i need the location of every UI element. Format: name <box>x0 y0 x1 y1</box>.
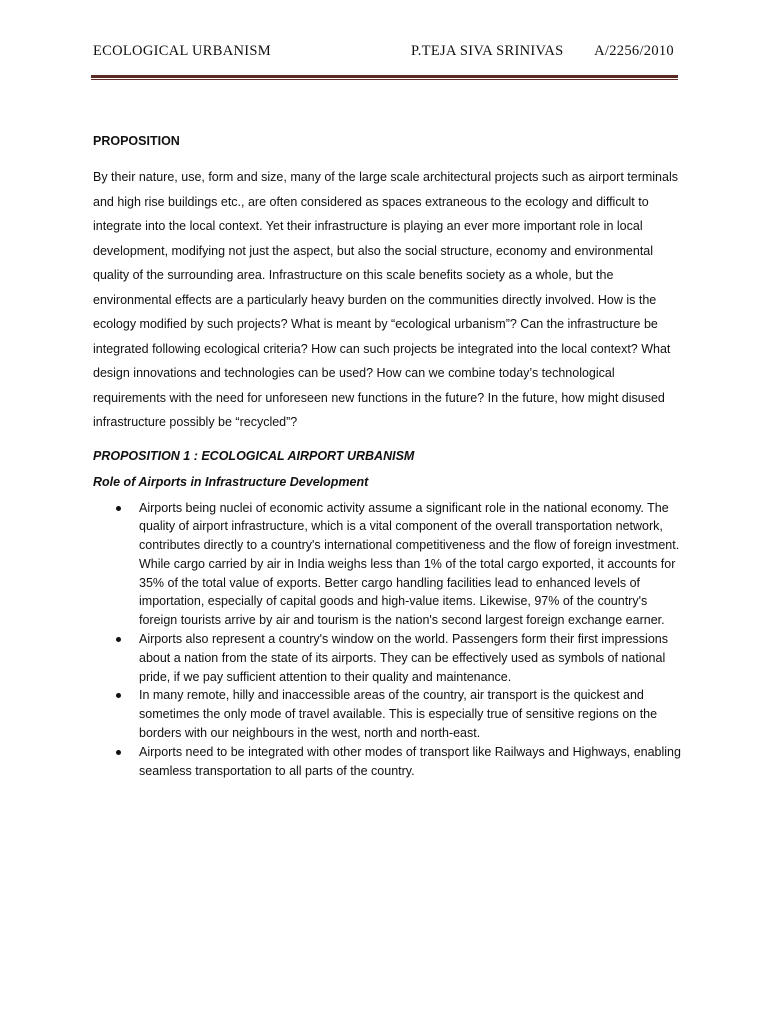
bullet-list <box>93 499 681 781</box>
header-author-name: P.TEJA SIVA SRINIVAS <box>411 43 564 59</box>
list-item-text: Airports being nuclei of economic activity assume a significant role in the national economy. The quality of airport infrastructure, which is a vital component of the overall transportation network, contributes directly to a country's international competitiveness and the flow of foreign investment. While cargo carried by air in India weighs less than 1% of the total cargo exported, it accounts for 35% of the total value of exports. Better cargo handling facilities lead to enhanced levels of importation, especially of capital goods and high-value items. Likewise, 97% of the country's foreign tourists arrive by air and tourism is the nation's second largest foreign exchange earner. <box>139 500 680 628</box>
bullet-icon <box>116 506 121 511</box>
header-course-title: ECOLOGICAL URBANISM <box>93 43 271 59</box>
bullet-icon <box>116 693 121 698</box>
list-item-text: In many remote, hilly and inaccessible areas of the country, air transport is the quickest and sometimes the only mode of travel available. This is especially true of sensitive regions on the borders with our neighbours in the west, north and north-east. <box>139 688 658 741</box>
bullet-icon <box>116 750 121 755</box>
proposition-paragraph: By their nature, use, form and size, many of the large scale architectural projects such as airport terminals and high rise buildings etc., are often considered as spaces extraneous to the ecology and difficult to integrate into the local context. Yet their infrastructure is playing an ever more important role in local development, modifying not just the aspect, but also the social structure, economy and environmental quality of the surrounding area. Infrastructure on this scale benefits society as a whole, but the environmental effects are a particularly heavy burden on the communities directly involved. How is the ecology modified by such projects? What is meant by “ecological urbanism”? Can the infrastructure be integrated following ecological criteria? How can such projects be integrated into the local context? What design innovations and technologies can be used? How can we combine today’s technological requirements with the need for unforeseen new functions in the future? In the future, how might disused infrastructure possibly be “recycled”? <box>93 170 678 429</box>
list-item <box>93 499 681 631</box>
list-item-text: Airports need to be integrated with other modes of transport like Railways and Highways, enabling seamless transportation to all parts of the country. <box>139 744 681 778</box>
page-header <box>93 43 676 65</box>
list-item <box>93 743 681 781</box>
bullet-icon <box>116 637 121 642</box>
header-rule-thin <box>91 79 678 80</box>
section-subheading: Role of Airports in Infrastructure Development <box>93 474 369 489</box>
list-item-text: Airports also represent a country's window on the world. Passengers form their first impressions about a nation from the state of its airports. They can be effectively used as symbols of national pride, if we pay sufficient attention to their quality and maintenance. <box>139 632 668 684</box>
proposition-heading: PROPOSITION <box>93 134 180 148</box>
proposition-1-heading: PROPOSITION 1 : ECOLOGICAL AIRPORT URBANISM <box>93 448 415 463</box>
document-body <box>93 131 681 780</box>
header-rule-thick <box>91 75 678 78</box>
header-roll-number: A/2256/2010 <box>594 43 674 59</box>
list-item <box>93 686 681 742</box>
list-item <box>93 630 681 686</box>
